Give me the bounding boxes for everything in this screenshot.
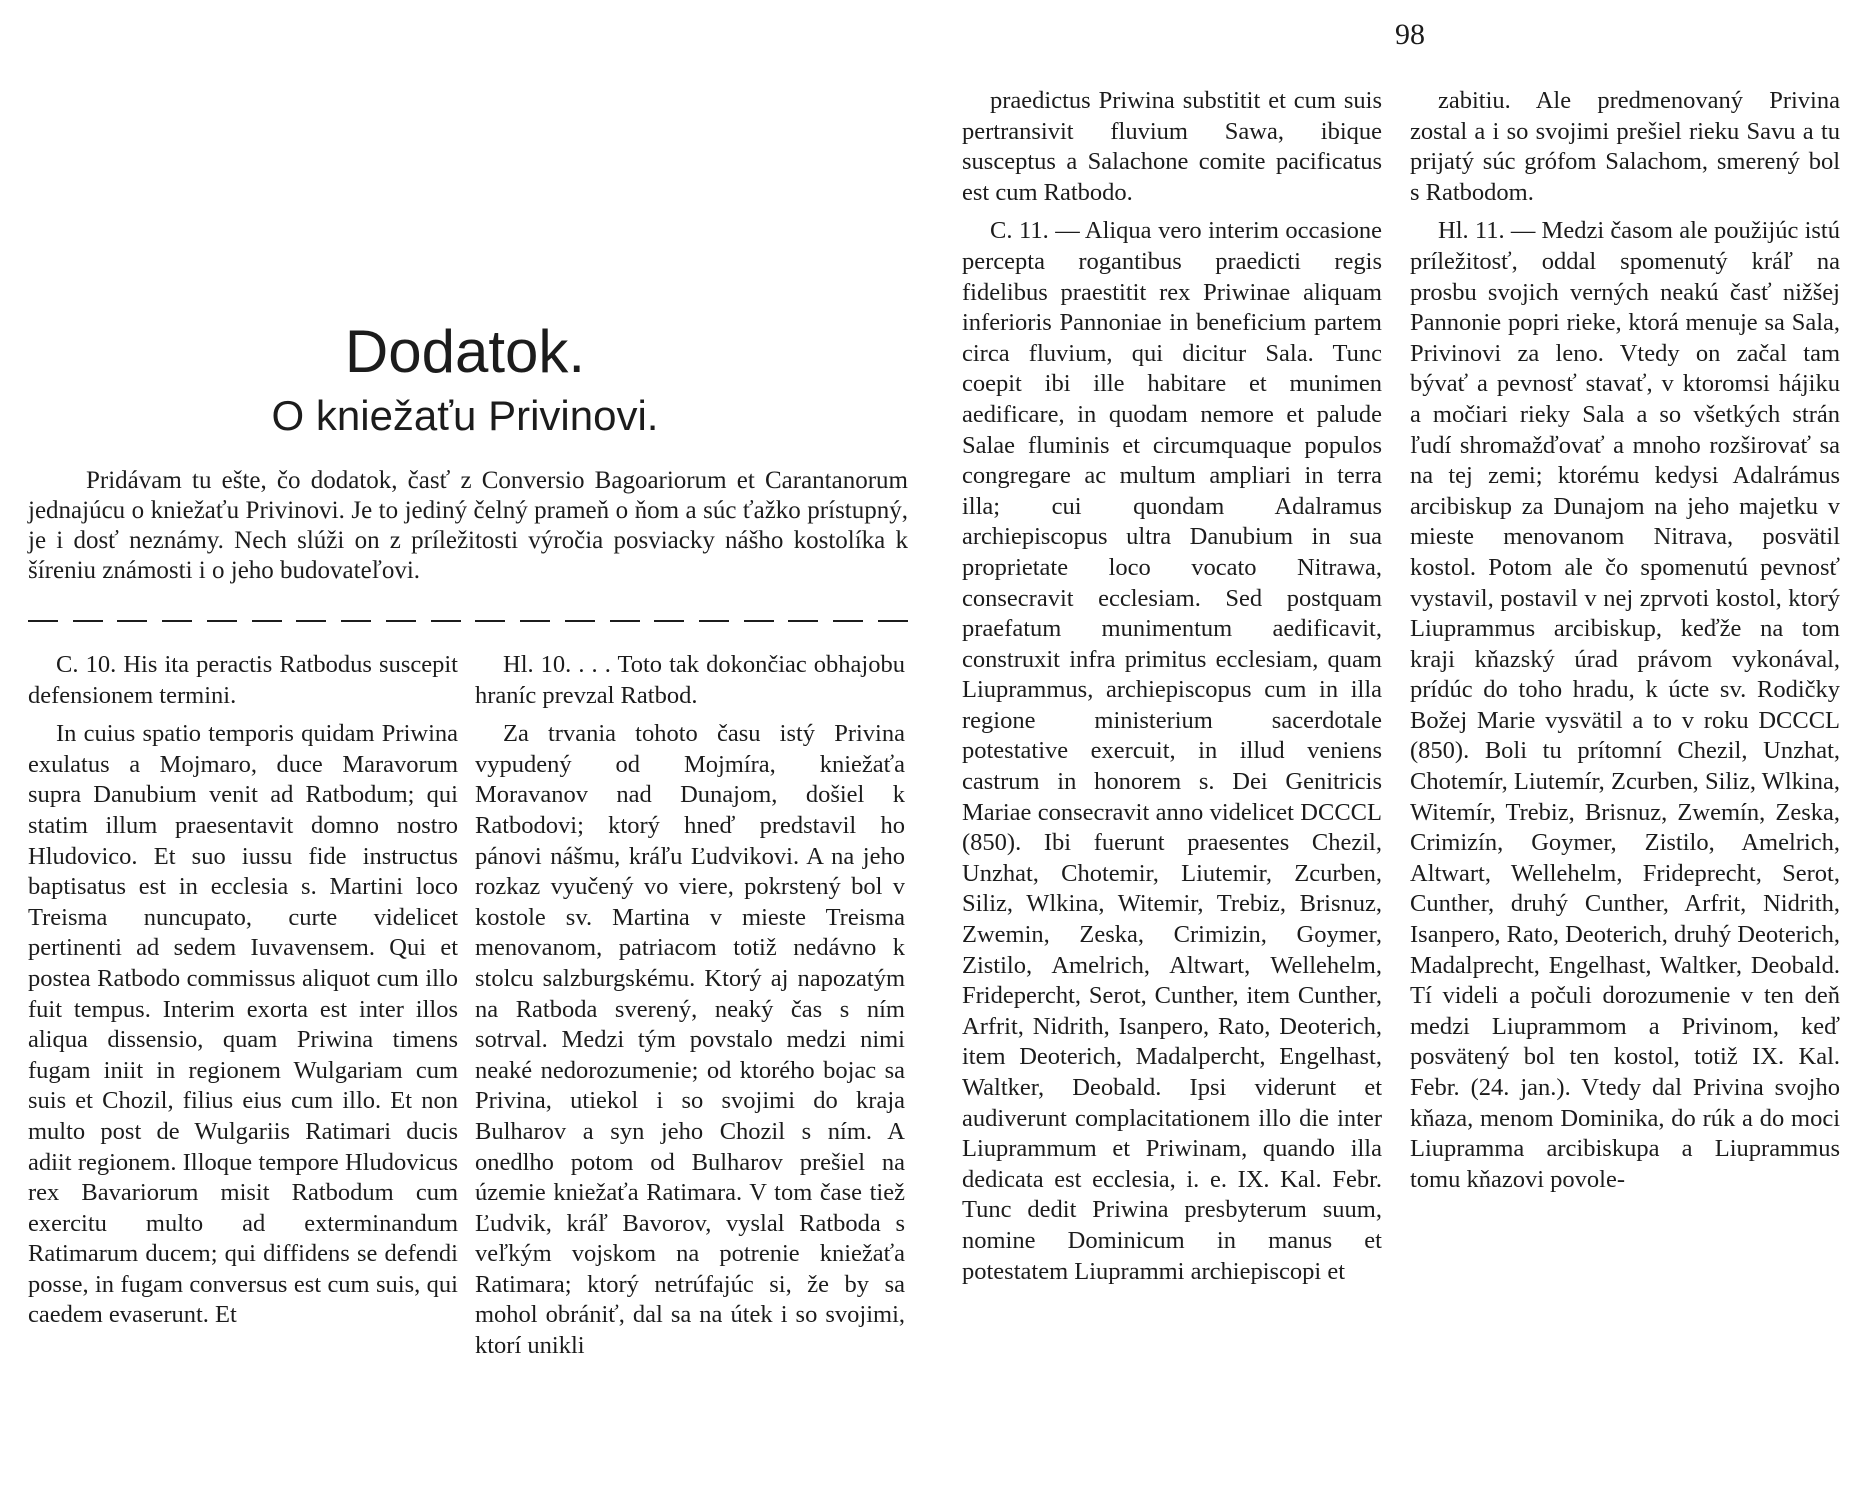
main-heading: Dodatok. — [344, 318, 586, 385]
slovak-paragraph-hl11: Hl. 11. — Medzi časom ale použijúc istú príležitosť, oddal spomenutý kráľ na prosbu svojich verných neakú časť nižšej Pannonie popri rieke, ktorá menuje sa Sala, Privinovi za leno. Vtedy on začal tam bývať a pevnosť stavať, v ktoromsi hájiku a močiari rieky Sala a so všetkých strán ľudí shromažďovať a mnoho rozširovať sa na tej zemi; ktorému kedysi Adalrámus arcibiskup za Dunajom na jeho majetku v mieste menovanom Nitrava, posvätil kostol. Potom ale čo spomenutú pevnosť vystavil, postavil v nej zprvoti kostol, ktorý Liuprammus arcibiskup, keďže na tom kraji kňazský úrad právom vykonával, prídúc do toho hradu, k úcte sv. Rodičky Božej Marie vysvätil a to v roku DCCCL (850). Boli tu prítomní Chezil, Unzhat, Chotemír, Liutemír, Zcurben, Siliz, Wlkina, Witemír, Trebiz, Brisnuz, Zwemín, Zeska, Crimizín, Goymer, Zistilo, Amelrich, Altwart, Wellehelm, Frideprecht, Serot, Cunther, druhý Cunther, Arfrit, Nidrith, Isanpero, Rato, Deoterich, druhý Deoterich, Madalprecht, Engelhast, Waltker, Deobald. Tí videli a počuli dorozumenie v ten deň medzi Liuprammom a Privinom, keď posvätený bol ten kostol, totiž IX. Kal. Febr. (24. jan.). Vtedy dal Privina svojho kňaza, menom Dominika, do rúk a do moci Liupramma arcibiskupa a Liuprammus tomu kňazovi povole- — [1410, 217, 1840, 1193]
section-divider — [28, 620, 908, 622]
slovak-column-right — [1410, 86, 1840, 1203]
sub-heading: O kniežaťu Privinovi. — [271, 392, 659, 439]
latin-paragraph-c11: C. 11. — Aliqua vero interim occasione percepta rogantibus praedicti regis fidelibus praestitit rex Priwinae aliquam inferioris Pannoniae in beneficium partem circa fluvium, qui dicitur Sala. Tunc coepit ibi ille habitare et munimen aedificare, in quodam nemore et palude Salae fluminis et circumquaque populos congregare ac multum ampliari in terra illa; cui quondam Adalramus archiepiscopus ultra Danubium in sua proprietate loco vocato Nitrawa, consecravit ecclesiam. Sed postquam praefatum munimentum aedificavit, construxit infra primitus ecclesiam, quam Liuprammus, archiepiscopus cum in illa regione ministerium sacerdotale potestative exercuit, in illud veniens castrum in honorem s. Dei Genitricis Mariae consecravit anno videlicet DCCCL (850). Ibi fuerunt praesentes Chezil, Unzhat, Chotemir, Liutemir, Zcurben, Siliz, Wlkina, Witemir, Trebiz, Brisnuz, Zwemin, Zeska, Crimizin, Goymer, Zistilo, Amelrich, Altwart, Wellehelm, Fridepercht, Serot, Cunther, item Cunther, Arfrit, Nidrith, Isanpero, Rato, Deoterich, item Deoterich, Madalpercht, Engelhast, Waltker, Deobald. Ipsi viderunt et audiverunt complacitationem illo die inter Liuprammum et Priwinam, quando illa dedicata est ecclesia, i. e. IX. Kal. Febr. Tunc dedit Priwina presbyterum suum, nomine Dominicum in manus et potestatem Liuprammi archiepiscopi et — [962, 217, 1382, 1285]
heading-block — [20, 316, 910, 444]
slovak-paragraph-hl10-head: Hl. 10. . . . Toto tak dokončiac obhajobu hraníc prevzal Ratbod. — [475, 651, 905, 709]
latin-paragraph-c10-body: In cuius spatio temporis quidam Priwina exulatus a Mojmaro, duce Maravorum supra Danubium venit ad Ratbodum; qui statim illum praesentavit domno nostro Hludovico. Et suo iussu fide instructus baptisatus est in ecclesia s. Martini loco Treisma nuncupato, curte videlicet pertinenti ad sedem Iuvavensem. Qui et postea Ratbodo commissus aliquot cum illo fuit tempus. Interim exorta est inter illos aliqua dissensio, quam Priwina timens fugam iniit in regionem Wulgariam cum suis et Chozil, filius eius cum illo. Et non multo post de Wulgariis Ratimari ducis adiit regionem. Illoque tempore Hludovicus rex Bavariorum misit Ratbodum cum exercitu multo ad exterminandum Ratimarum ducem; qui diffidens se defendi posse, in fugam conversus est cum suis, qui caedem evaserunt. Et — [28, 720, 458, 1329]
page-number: 98 — [1395, 18, 1425, 51]
slovak-paragraph-continuation: zabitiu. Ale predmenovaný Privina zostal a i so svojimi prešiel rieku Savu a tu prijatý súc grófom Salachom, smerený bol s Ratbodom. — [1410, 87, 1840, 206]
slovak-column-left — [475, 650, 905, 1370]
latin-column-left — [28, 650, 458, 1339]
latin-paragraph-c10-head: C. 10. His ita peractis Ratbodus suscepit defensionem termini. — [28, 651, 458, 709]
intro-paragraph: Pridávam tu ešte, čo dodatok, časť z Conversio Bagoariorum et Carantanorum jednajúcu o kniežaťu Privinovi. Je to jediný čelný prameň o ňom a súc ťažko prístupný, je i dosť neznámy. Nech slúži on z príležitosti výročia posviacky nášho kostolíka k šíreniu známosti i o jeho budovateľovi. — [28, 467, 908, 584]
latin-column-right — [962, 86, 1382, 1295]
slovak-paragraph-hl10-body: Za trvania tohoto času istý Privina vypudený od Mojmíra, kniežaťa Moravanov nad Dunajom, došiel k Ratbodovi; ktorý hneď predstavil ho pánovi nášmu, kráľu Ľudvikovi. A na jeho rozkaz vyučený vo viere, pokrstený bol v kostole sv. Martina v mieste Treisma menovanom, patriacom totiž nedávno k stolcu salzburgskému. Ktorý aj napozatým na Ratboda sverený, neaký čas s ním sotrval. Medzi tým povstalo medzi nimi neaké nedorozumenie; od ktorého bojac sa Privina, utiekol i so svojimi do kraja Bulharov a syn jeho Chozil s ním. A onedlho potom od Bulharov prešiel na územie kniežaťa Ratimara. V tom čase tiež Ľudvik, kráľ Bavorov, vyslal Ratboda s veľkým vojskom na potrenie kniežaťa Ratimara; ktorý netrúfajúc si, že by sa mohol obrániť, dal sa na útek i so svojimi, ktorí unikli — [475, 720, 905, 1360]
latin-paragraph-continuation: praedictus Priwina substitit et cum suis pertransivit fluvium Sawa, ibique susceptus a Salachone comite pacificatus est cum Ratbodo. — [962, 87, 1382, 206]
